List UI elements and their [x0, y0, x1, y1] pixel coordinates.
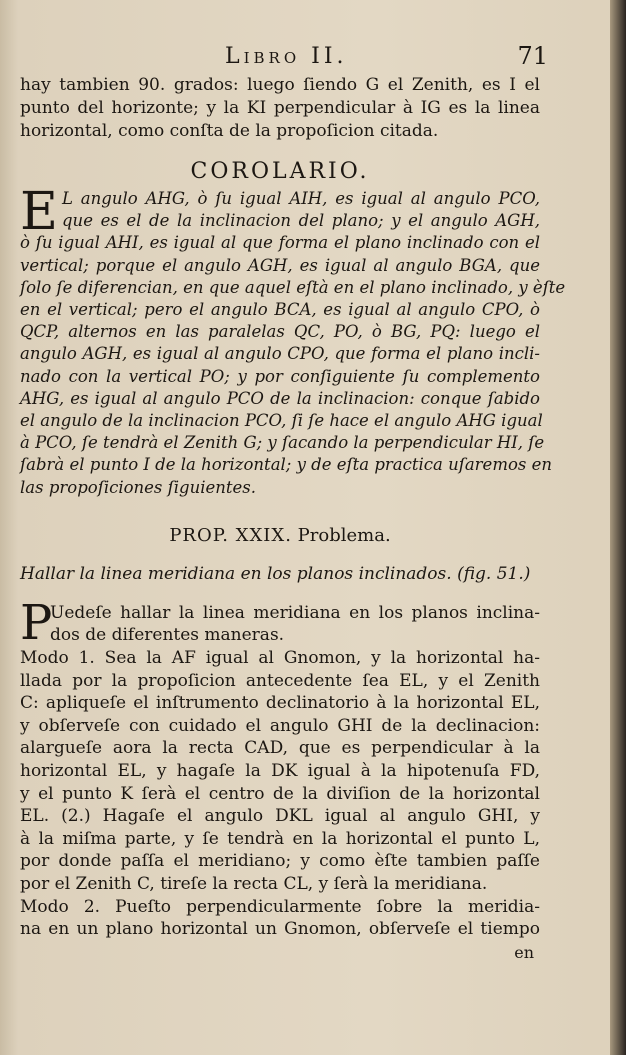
text-line: y obſerveſe con cuidado el angulo GHI de la declinacion: [20, 715, 540, 736]
proposition-label: Problema. [297, 524, 391, 546]
text-line: horizontal EL, y hagaſe la DK igual à la hipotenuſa FD, [20, 761, 540, 781]
text-line: en el vertical; pero el angulo BCA, es igual al angulo CPO, ò [20, 300, 540, 320]
text-line: por donde paſſa el meridiano; y como èſte tambien paſſe [20, 851, 540, 872]
drop-cap: E [20, 182, 58, 242]
intro-paragraph [20, 74, 540, 143]
text-line: à la miſma parte, y ſe tendrà en la horizontal el punto L, [20, 828, 540, 849]
page-edge [610, 0, 626, 1055]
drop-cap: P [20, 594, 53, 651]
text-line: à PCO, ſe tendrà el Zenith G; y ſacando la perpendicular HI, ſe [20, 433, 545, 453]
text-line: alargueſe aora la recta CAD, que es perpendicular à la [20, 738, 540, 759]
text-line: Uedeſe hallar la linea meridiana en los planos inclina- [50, 602, 540, 623]
text-line: punto del horizonte; y la KI perpendicular à IG es la linea [20, 98, 540, 118]
proposition-number: PROP. XXIX. [169, 524, 292, 546]
text-line: que es el de la inclinacion del plano; y el angulo AGH, [62, 211, 540, 231]
corolario-text [20, 182, 566, 499]
corolario-heading: COROLARIO. [190, 159, 370, 184]
text-line: angulo AGH, es igual al angulo CPO, que forma el plano incli- [20, 344, 540, 364]
text-line: horizontal, como conſta de la propoſicion citada. [20, 121, 439, 141]
text-line: llada por la propoſicion antecedente ſea EL, y el Zenith [20, 670, 540, 691]
page-content [20, 42, 566, 962]
catchword: en [514, 942, 534, 962]
text-line: las propoſiciones ſiguientes. [20, 477, 256, 497]
proposition-body [20, 594, 540, 941]
text-line: L angulo AHG, ò ſu igual AIH, es igual al angulo PCO, [62, 189, 540, 208]
text-line: dos de diferentes maneras. [50, 625, 285, 646]
proposition-heading [20, 525, 540, 546]
text-line: hay tambien 90. grados: luego ſiendo G el Zenith, es I el [20, 75, 540, 95]
text-line: EL. (2.) Hagaſe el angulo DKL igual al angulo GHI, y [20, 806, 540, 827]
text-line: nado con la vertical PO; y por conſiguiente ſu complemento [20, 366, 540, 386]
proposition-subtitle: Hallar la linea meridiana en los planos inclinados. (fig. 51.) [20, 563, 531, 584]
text-line: AHG, es igual al angulo PCO de la inclinacion: conque ſabido [20, 388, 540, 408]
text-line: y el punto K ſerà el centro de la diviſion de la horizontal [20, 783, 540, 804]
text-line: el angulo de la inclinacion PCO, ſi ſe hace el angulo AHG igual [20, 411, 543, 431]
text-line: ſabrà el punto I de la horizontal; y de eſta practica uſaremos en [20, 455, 552, 475]
running-head [20, 42, 548, 74]
running-head-title: Libro II. [225, 44, 348, 69]
text-line: C: apliqueſe el inſtrumento declinatorio à la horizontal EL, [20, 693, 540, 714]
text-line: na en un plano horizontal un Gnomon, obſerveſe el tiempo [20, 919, 540, 940]
text-line: Modo 2. Pueſto perpendicularmente ſobre la meridia- [20, 896, 540, 917]
text-line: ſolo ſe diferencian, en que aquel eſtà en el plano inclinado, y èſte [20, 277, 566, 297]
text-line: ò ſu igual AHI, es igual al que forma el plano inclinado con el [20, 233, 540, 253]
page-number: 71 [517, 42, 548, 70]
text-line: Modo 1. Sea la AF igual al Gnomon, y la horizontal ha- [20, 648, 540, 669]
text-line: QCP, alternos en las paralelas QC, PO, ò BG, PQ: luego el [20, 322, 540, 342]
text-line: vertical; porque el angulo AGH, es igual al angulo BGA, que [20, 255, 540, 275]
text-line: por el Zenith C, tireſe la recta CL, y ſerà la meridiana. [20, 873, 488, 894]
